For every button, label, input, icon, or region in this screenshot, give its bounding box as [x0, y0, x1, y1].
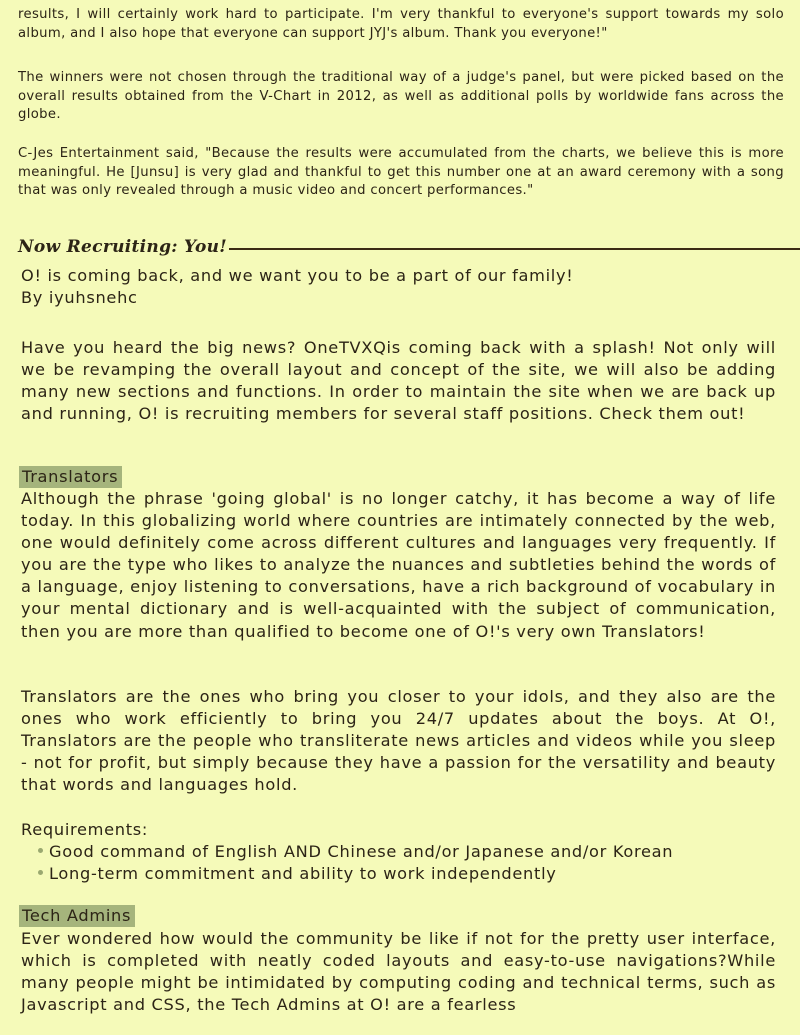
paragraph-text: Have you heard the big news? OneTVXQis coming back with a splash! Not only will we be revamping the overall layout and concept of the site, we will also be adding many new sections and functions. In order to maintain the site when we are back up and running, O! is recruiting members for several staff positions. Check them out!: [21, 338, 776, 424]
byline-text: By iyuhsnehc: [21, 288, 138, 307]
news-paragraph-winners: [18, 69, 784, 125]
list-item: [38, 863, 673, 885]
heading-divider: [229, 248, 800, 250]
paragraph-text: Although the phrase 'going global' is no longer catchy, it has become a way of life today. In this globalizing world where countries are intimately connected by the web, one would definitely come across different cultures and languages very frequently. If you are the type who likes to analyze the nuances and subtleties behind the words of a language, enjoy listening to conversations, have a rich background of vocabulary in your mental dictionary and is well-acquainted with the subject of communication, then you are more than qualified to become one of O!'s very own Translators!: [21, 489, 776, 641]
news-paragraph-quote: [18, 6, 784, 43]
translators-label: Translators: [19, 466, 122, 488]
tech-admins-label: Tech Admins: [19, 905, 135, 927]
big-news-paragraph: [21, 337, 776, 425]
requirements-title: Requirements:: [21, 820, 149, 839]
list-item: [38, 841, 673, 863]
requirements-list: [38, 841, 673, 885]
paragraph-text: Ever wondered how would the community be like if not for the pretty user interface, which is completed with neatly coded layouts and easy-to-use navigations?While many people might be intimidated by computing coding and technical terms, such as Javascript and CSS, the Tech Admins at O! are a fearless: [21, 929, 776, 1015]
tech-admins-paragraph: [21, 928, 776, 1016]
bullet-icon: [38, 848, 43, 853]
bullet-icon: [38, 870, 43, 875]
section-heading: [18, 234, 800, 260]
translators-paragraph-1: [21, 488, 776, 643]
requirements-label: [21, 819, 776, 841]
paragraph-text: results, I will certainly work hard to participate. I'm very thankful to everyone's support towards my solo album, and I also hope that everyone can support JYJ's album. Thank you everyone!": [18, 7, 784, 41]
paragraph-text: The winners were not chosen through the traditional way of a judge's panel, but were picked based on the overall results obtained from the V-Chart in 2012, as well as additional polls by worldwide fans across the globe.: [18, 70, 784, 122]
paragraph-text: Translators are the ones who bring you closer to your idols, and they also are the ones who work efficiently to bring you 24/7 updates about the boys. At O!, Translators are the people who transliterate news articles and videos while you sleep - not for profit, but simply because they have a passion for the versatility and beauty that words and languages hold.: [21, 687, 776, 795]
requirement-text: Good command of English AND Chinese and/or Japanese and/or Korean: [49, 842, 674, 861]
paragraph-text: C-Jes Entertainment said, "Because the results were accumulated from the charts, we believe this is more meaningful. He [Junsu] is very glad and thankful to get this number one at an award ceremony with a song that was only revealed through a music video and concert performances.": [18, 146, 784, 198]
translators-paragraph-2: [21, 686, 776, 796]
news-paragraph-cjes: [18, 145, 784, 201]
byline: [21, 287, 776, 309]
heading-title: Now Recruiting: You!: [18, 237, 228, 257]
requirement-text: Long-term commitment and ability to work independently: [49, 864, 557, 883]
intro-text: O! is coming back, and we want you to be a part of our family!: [21, 266, 574, 285]
intro-line: [21, 265, 776, 287]
